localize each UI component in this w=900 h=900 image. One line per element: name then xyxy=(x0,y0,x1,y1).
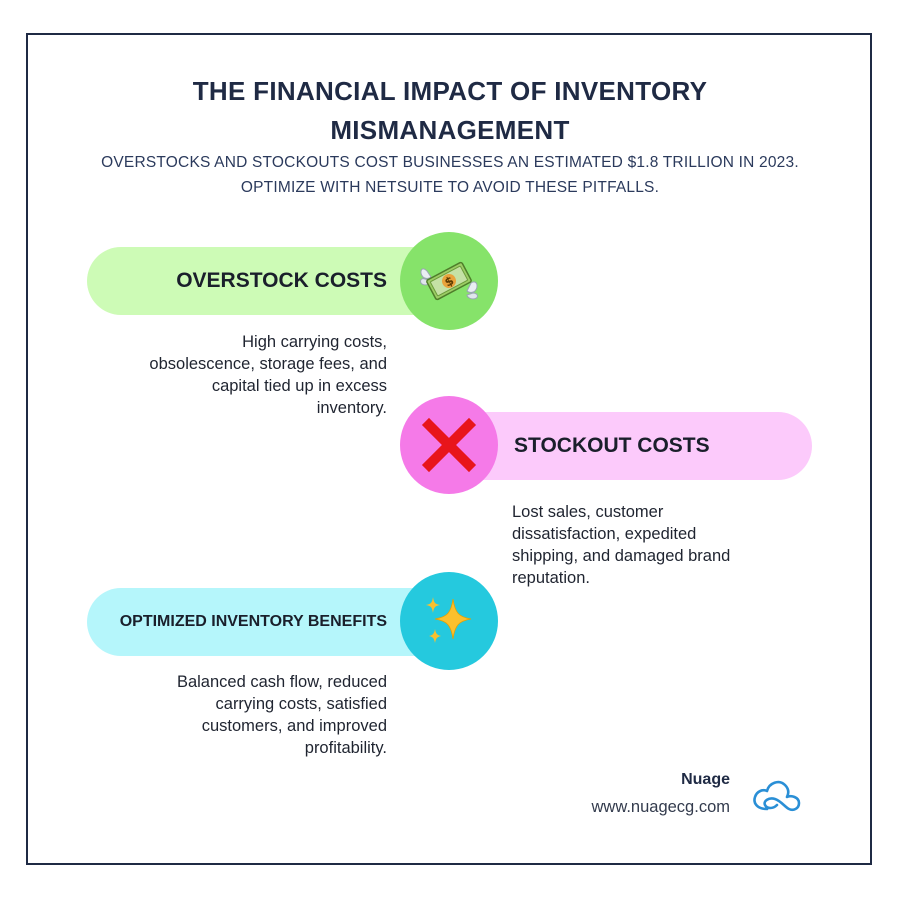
brand-name: Nuage xyxy=(681,771,730,788)
optimized-description xyxy=(110,671,387,759)
subtitle-line-2: OPTIMIZE WITH NETSUITE TO AVOID THESE PITFALLS. xyxy=(240,179,660,196)
title-line-1: THE FINANCIAL IMPACT OF INVENTORY xyxy=(192,76,708,106)
stockout-description xyxy=(512,501,782,589)
overstock-heading: OVERSTOCK COSTS xyxy=(176,269,387,292)
svg-text:$: $ xyxy=(442,273,457,290)
red-x-icon xyxy=(419,415,479,475)
stockout-desc-line-1: Lost sales, customer xyxy=(512,503,664,521)
overstock-desc-line-3: capital tied up in excess xyxy=(211,377,387,395)
stockout-desc-line-3: shipping, and damaged brand xyxy=(512,547,731,565)
overstock-description xyxy=(110,331,387,419)
optimized-desc-line-4: profitability. xyxy=(304,739,387,757)
optimized-desc-line-3: customers, and improved xyxy=(201,717,387,735)
sparkles-icon xyxy=(419,591,479,651)
page-title xyxy=(120,72,780,150)
stockout-pill xyxy=(452,412,812,480)
overstock-pill xyxy=(87,247,447,315)
optimized-icon-circle xyxy=(400,572,498,670)
subtitle-line-1: OVERSTOCKS AND STOCKOUTS COST BUSINESSES AN ESTIMATED $1.8 TRILLION IN 2023. xyxy=(101,154,799,171)
stockout-heading: STOCKOUT COSTS xyxy=(514,434,710,457)
stockout-icon-circle xyxy=(400,396,498,494)
cloud-logo-icon xyxy=(745,775,805,817)
optimized-heading: OPTIMIZED INVENTORY BENEFITS xyxy=(119,613,387,630)
optimized-desc-line-1: Balanced cash flow, reduced xyxy=(176,673,387,691)
overstock-desc-line-4: inventory. xyxy=(316,399,387,417)
optimized-desc-line-2: carrying costs, satisfied xyxy=(215,695,387,713)
optimized-pill xyxy=(87,588,447,656)
stockout-desc-line-4: reputation. xyxy=(512,569,590,587)
overstock-desc-line-1: High carrying costs, xyxy=(242,333,387,351)
page-subtitle xyxy=(60,150,840,200)
title-line-2: MISMANAGEMENT xyxy=(330,115,570,145)
overstock-desc-line-2: obsolescence, storage fees, and xyxy=(149,355,387,373)
flying-money-icon xyxy=(417,249,481,313)
stockout-desc-line-2: dissatisfaction, expedited xyxy=(512,525,697,543)
overstock-icon-circle xyxy=(400,232,498,330)
website-link[interactable]: www.nuagecg.com xyxy=(591,798,730,816)
